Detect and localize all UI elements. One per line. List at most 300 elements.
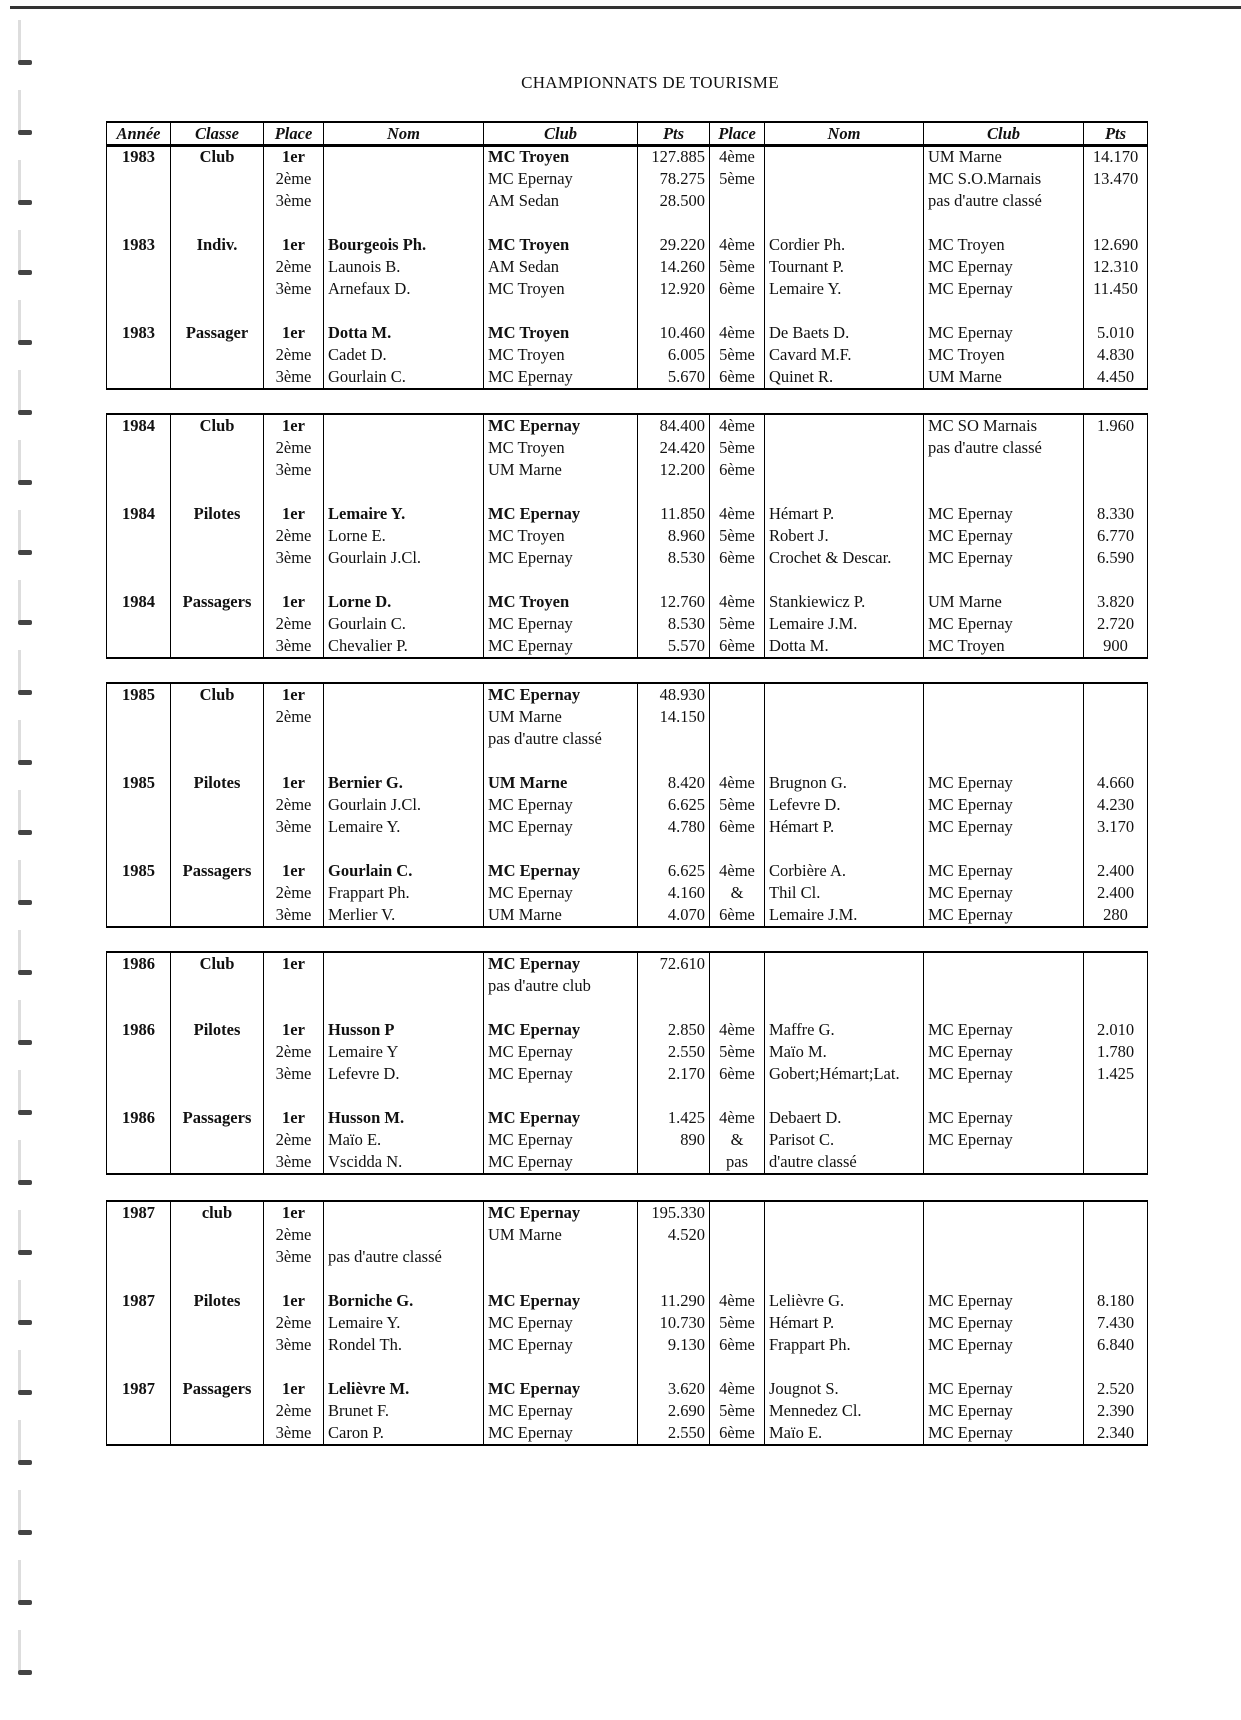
place-cell-2: 4ème xyxy=(710,1290,765,1312)
place-cell-2: 6ème xyxy=(710,904,765,927)
year-cell: 1987 xyxy=(107,1378,171,1400)
name-cell-2 xyxy=(765,569,924,591)
table-row xyxy=(107,706,1148,728)
club-cell: MC Epernay xyxy=(484,1041,638,1063)
club-cell xyxy=(484,300,638,322)
class-cell xyxy=(171,750,264,772)
table-row xyxy=(107,794,1148,816)
place-cell: 2ème xyxy=(264,525,324,547)
table-row xyxy=(107,278,1148,300)
points-cell: 890 xyxy=(638,1129,710,1151)
class-cell: Club xyxy=(171,145,264,168)
club-cell: MC Epernay xyxy=(484,414,638,437)
points-cell-2: 2.400 xyxy=(1084,882,1148,904)
year-cell: 1984 xyxy=(107,503,171,525)
class-cell xyxy=(171,1268,264,1290)
points-cell xyxy=(638,212,710,234)
place-cell: 1er xyxy=(264,322,324,344)
club-cell: MC Epernay xyxy=(484,1312,638,1334)
points-cell-2 xyxy=(1084,300,1148,322)
class-cell: Passager xyxy=(171,322,264,344)
table-row xyxy=(107,366,1148,389)
table-row xyxy=(107,904,1148,927)
points-cell-2 xyxy=(1084,838,1148,860)
place-cell: 1er xyxy=(264,591,324,613)
points-cell-2 xyxy=(1084,1356,1148,1378)
year-cell xyxy=(107,1356,171,1378)
club-cell xyxy=(484,1246,638,1268)
header-nom-2: Nom xyxy=(765,122,924,146)
place-cell: 3ème xyxy=(264,816,324,838)
place-cell-2 xyxy=(710,1085,765,1107)
points-cell-2 xyxy=(1084,1201,1148,1224)
points-cell-2 xyxy=(1084,459,1148,481)
points-cell: 6.005 xyxy=(638,344,710,366)
table-row xyxy=(107,569,1148,591)
header-row xyxy=(107,122,1148,146)
page-title: CHAMPIONNATS DE TOURISME xyxy=(521,73,779,92)
points-cell: 24.420 xyxy=(638,437,710,459)
name-cell: Lemaire Y. xyxy=(324,1312,484,1334)
place-cell-2 xyxy=(710,190,765,212)
club-cell-2: pas d'autre classé xyxy=(924,190,1084,212)
name-cell-2: Hémart P. xyxy=(765,1312,924,1334)
year-cell xyxy=(107,882,171,904)
club-cell: MC Troyen xyxy=(484,278,638,300)
name-cell xyxy=(324,1268,484,1290)
points-cell xyxy=(638,750,710,772)
points-cell xyxy=(638,300,710,322)
club-cell-2: MC Epernay xyxy=(924,1129,1084,1151)
class-cell: club xyxy=(171,1201,264,1224)
place-cell-2: 6ème xyxy=(710,1334,765,1356)
points-cell-2: 4.830 xyxy=(1084,344,1148,366)
points-cell: 6.625 xyxy=(638,860,710,882)
name-cell-2: Hémart P. xyxy=(765,816,924,838)
class-cell: Passagers xyxy=(171,1378,264,1400)
club-cell: UM Marne xyxy=(484,459,638,481)
results-block-3 xyxy=(106,682,1148,928)
club-cell-2: MC Epernay xyxy=(924,1019,1084,1041)
place-cell-2 xyxy=(710,683,765,706)
club-cell: MC Epernay xyxy=(484,1201,638,1224)
class-cell xyxy=(171,481,264,503)
class-cell xyxy=(171,1356,264,1378)
club-cell-2: MC Epernay xyxy=(924,1400,1084,1422)
name-cell-2: Lemaire J.M. xyxy=(765,904,924,927)
place-cell-2: 5ème xyxy=(710,344,765,366)
year-cell: 1983 xyxy=(107,145,171,168)
name-cell-2: Mennedez Cl. xyxy=(765,1400,924,1422)
points-cell: 10.460 xyxy=(638,322,710,344)
table-row xyxy=(107,437,1148,459)
points-cell-2: 2.400 xyxy=(1084,860,1148,882)
club-cell: MC Epernay xyxy=(484,168,638,190)
class-cell xyxy=(171,975,264,997)
name-cell: Borniche G. xyxy=(324,1290,484,1312)
points-cell-2: 900 xyxy=(1084,635,1148,658)
points-cell xyxy=(638,1356,710,1378)
points-cell: 78.275 xyxy=(638,168,710,190)
club-cell-2: MC Epernay xyxy=(924,1290,1084,1312)
club-cell: UM Marne xyxy=(484,1224,638,1246)
results-block-4 xyxy=(106,951,1148,1175)
points-cell-2: 2.520 xyxy=(1084,1378,1148,1400)
class-cell xyxy=(171,728,264,750)
header-annee: Année xyxy=(107,122,171,146)
club-cell: MC Epernay xyxy=(484,1334,638,1356)
table-row xyxy=(107,212,1148,234)
year-cell: 1986 xyxy=(107,1019,171,1041)
points-cell: 2.690 xyxy=(638,1400,710,1422)
year-cell xyxy=(107,344,171,366)
name-cell: Caron P. xyxy=(324,1422,484,1445)
place-cell-2: 6ème xyxy=(710,547,765,569)
name-cell: Chevalier P. xyxy=(324,635,484,658)
binder-holes xyxy=(16,0,36,1720)
club-cell-2: MC Epernay xyxy=(924,525,1084,547)
club-cell: MC Troyen xyxy=(484,437,638,459)
club-cell: pas d'autre club xyxy=(484,975,638,997)
points-cell-2 xyxy=(1084,683,1148,706)
year-cell: 1985 xyxy=(107,772,171,794)
points-cell xyxy=(638,1268,710,1290)
table-row xyxy=(107,503,1148,525)
name-cell-2 xyxy=(765,459,924,481)
year-cell xyxy=(107,569,171,591)
place-cell: 3ème xyxy=(264,547,324,569)
place-cell xyxy=(264,975,324,997)
place-cell xyxy=(264,997,324,1019)
binder-hole xyxy=(16,300,36,356)
points-cell-2: 12.310 xyxy=(1084,256,1148,278)
place-cell xyxy=(264,1356,324,1378)
year-cell xyxy=(107,190,171,212)
table-row xyxy=(107,300,1148,322)
name-cell: Brunet F. xyxy=(324,1400,484,1422)
year-cell xyxy=(107,613,171,635)
year-cell xyxy=(107,1041,171,1063)
points-cell-2 xyxy=(1084,1107,1148,1129)
points-cell-2: 7.430 xyxy=(1084,1312,1148,1334)
name-cell xyxy=(324,145,484,168)
table-row xyxy=(107,591,1148,613)
points-cell-2 xyxy=(1084,1085,1148,1107)
name-cell-2: Debaert D. xyxy=(765,1107,924,1129)
table-row xyxy=(107,728,1148,750)
year-cell xyxy=(107,1422,171,1445)
name-cell: Cadet D. xyxy=(324,344,484,366)
name-cell-2: Cordier Ph. xyxy=(765,234,924,256)
table-row xyxy=(107,613,1148,635)
class-cell: Passagers xyxy=(171,591,264,613)
place-cell-2: 6ème xyxy=(710,366,765,389)
binder-hole xyxy=(16,510,36,566)
points-cell: 84.400 xyxy=(638,414,710,437)
name-cell-2 xyxy=(765,1201,924,1224)
table-row xyxy=(107,322,1148,344)
points-cell-2: 1.960 xyxy=(1084,414,1148,437)
place-cell: 2ème xyxy=(264,1041,324,1063)
points-cell: 11.850 xyxy=(638,503,710,525)
points-cell: 28.500 xyxy=(638,190,710,212)
name-cell-2: Frappart Ph. xyxy=(765,1334,924,1356)
table-row xyxy=(107,525,1148,547)
points-cell: 4.070 xyxy=(638,904,710,927)
points-cell xyxy=(638,728,710,750)
class-cell xyxy=(171,882,264,904)
club-cell: MC Epernay xyxy=(484,794,638,816)
place-cell-2 xyxy=(710,952,765,975)
club-cell-2: MC Epernay xyxy=(924,256,1084,278)
table-row xyxy=(107,344,1148,366)
class-cell: Pilotes xyxy=(171,503,264,525)
place-cell: 1er xyxy=(264,1378,324,1400)
place-cell: 1er xyxy=(264,1107,324,1129)
place-cell xyxy=(264,728,324,750)
name-cell xyxy=(324,459,484,481)
name-cell-2 xyxy=(765,190,924,212)
points-cell-2: 2.390 xyxy=(1084,1400,1148,1422)
name-cell-2 xyxy=(765,1246,924,1268)
place-cell: 3ème xyxy=(264,635,324,658)
club-cell: MC Epernay xyxy=(484,1129,638,1151)
place-cell xyxy=(264,1268,324,1290)
club-cell: MC Epernay xyxy=(484,1290,638,1312)
club-cell-2: MC Epernay xyxy=(924,278,1084,300)
name-cell: Husson M. xyxy=(324,1107,484,1129)
name-cell-2: Lefevre D. xyxy=(765,794,924,816)
year-cell xyxy=(107,816,171,838)
name-cell: Lorne E. xyxy=(324,525,484,547)
points-cell xyxy=(638,1151,710,1174)
place-cell-2: 4ème xyxy=(710,591,765,613)
club-cell: MC Epernay xyxy=(484,952,638,975)
points-cell-2: 2.720 xyxy=(1084,613,1148,635)
name-cell-2: Quinet R. xyxy=(765,366,924,389)
year-cell xyxy=(107,168,171,190)
year-cell xyxy=(107,635,171,658)
name-cell: Rondel Th. xyxy=(324,1334,484,1356)
points-cell-2: 6.770 xyxy=(1084,525,1148,547)
place-cell: 1er xyxy=(264,952,324,975)
name-cell: Dotta M. xyxy=(324,322,484,344)
class-cell xyxy=(171,437,264,459)
points-cell-2: 3.170 xyxy=(1084,816,1148,838)
place-cell-2 xyxy=(710,997,765,1019)
table-row xyxy=(107,1085,1148,1107)
name-cell-2: Parisot C. xyxy=(765,1129,924,1151)
name-cell: Gourlain C. xyxy=(324,366,484,389)
year-cell xyxy=(107,547,171,569)
name-cell-2 xyxy=(765,683,924,706)
place-cell: 3ème xyxy=(264,1246,324,1268)
class-cell xyxy=(171,635,264,658)
points-cell: 6.625 xyxy=(638,794,710,816)
year-cell xyxy=(107,459,171,481)
year-cell xyxy=(107,706,171,728)
name-cell-2 xyxy=(765,952,924,975)
place-cell-2: 6ème xyxy=(710,278,765,300)
place-cell-2: 6ème xyxy=(710,459,765,481)
points-cell: 4.160 xyxy=(638,882,710,904)
name-cell: Bernier G. xyxy=(324,772,484,794)
class-cell xyxy=(171,816,264,838)
place-cell: 1er xyxy=(264,1201,324,1224)
points-cell-2: 8.330 xyxy=(1084,503,1148,525)
name-cell-2: Tournant P. xyxy=(765,256,924,278)
club-cell-2 xyxy=(924,1224,1084,1246)
name-cell xyxy=(324,952,484,975)
table-row xyxy=(107,1019,1148,1041)
place-cell-2: 6ème xyxy=(710,816,765,838)
club-cell-2: MC Troyen xyxy=(924,344,1084,366)
table-row xyxy=(107,1400,1148,1422)
name-cell-2: Dotta M. xyxy=(765,635,924,658)
class-cell xyxy=(171,1063,264,1085)
club-cell-2 xyxy=(924,300,1084,322)
binder-hole xyxy=(16,1000,36,1056)
points-cell xyxy=(638,997,710,1019)
name-cell-2 xyxy=(765,838,924,860)
name-cell-2 xyxy=(765,1224,924,1246)
place-cell-2: 5ème xyxy=(710,437,765,459)
points-cell: 3.620 xyxy=(638,1378,710,1400)
points-cell: 127.885 xyxy=(638,145,710,168)
table-row xyxy=(107,816,1148,838)
club-cell: UM Marne xyxy=(484,904,638,927)
points-cell: 2.550 xyxy=(638,1041,710,1063)
binder-hole xyxy=(16,370,36,426)
club-cell: MC Epernay xyxy=(484,1107,638,1129)
place-cell: 1er xyxy=(264,234,324,256)
points-cell-2 xyxy=(1084,190,1148,212)
class-cell xyxy=(171,1041,264,1063)
binder-hole xyxy=(16,1280,36,1336)
club-cell: MC Troyen xyxy=(484,525,638,547)
class-cell xyxy=(171,1312,264,1334)
place-cell: 2ème xyxy=(264,256,324,278)
points-cell-2: 1.780 xyxy=(1084,1041,1148,1063)
place-cell: 1er xyxy=(264,414,324,437)
club-cell-2: UM Marne xyxy=(924,366,1084,389)
points-cell xyxy=(638,975,710,997)
name-cell-2: De Baets D. xyxy=(765,322,924,344)
club-cell: MC Epernay xyxy=(484,366,638,389)
name-cell: Launois B. xyxy=(324,256,484,278)
club-cell xyxy=(484,997,638,1019)
place-cell-2 xyxy=(710,300,765,322)
year-cell xyxy=(107,1400,171,1422)
name-cell xyxy=(324,168,484,190)
name-cell xyxy=(324,190,484,212)
year-cell xyxy=(107,1246,171,1268)
place-cell: 2ème xyxy=(264,1224,324,1246)
class-cell xyxy=(171,794,264,816)
place-cell: 2ème xyxy=(264,1312,324,1334)
header-place-2: Place xyxy=(710,122,765,146)
club-cell-2: MC SO Marnais xyxy=(924,414,1084,437)
name-cell-2: Maïo M. xyxy=(765,1041,924,1063)
binder-hole xyxy=(16,1560,36,1616)
points-cell: 12.920 xyxy=(638,278,710,300)
class-cell xyxy=(171,344,264,366)
table-row xyxy=(107,1129,1148,1151)
class-cell: Indiv. xyxy=(171,234,264,256)
name-cell xyxy=(324,997,484,1019)
name-cell-2 xyxy=(765,750,924,772)
results-block-5 xyxy=(106,1200,1148,1446)
club-cell-2: MC Epernay xyxy=(924,1378,1084,1400)
name-cell-2: Corbière A. xyxy=(765,860,924,882)
table-row xyxy=(107,1290,1148,1312)
class-cell xyxy=(171,300,264,322)
points-cell: 2.170 xyxy=(638,1063,710,1085)
year-cell xyxy=(107,525,171,547)
place-cell: 1er xyxy=(264,772,324,794)
name-cell xyxy=(324,1224,484,1246)
club-cell: MC Epernay xyxy=(484,816,638,838)
year-cell xyxy=(107,750,171,772)
place-cell-2 xyxy=(710,838,765,860)
place-cell: 3ème xyxy=(264,1422,324,1445)
points-cell-2: 1.425 xyxy=(1084,1063,1148,1085)
club-cell xyxy=(484,569,638,591)
table-row xyxy=(107,1356,1148,1378)
club-cell: MC Troyen xyxy=(484,591,638,613)
club-cell-2: MC Epernay xyxy=(924,1107,1084,1129)
name-cell-2: Stankiewicz P. xyxy=(765,591,924,613)
name-cell-2: d'autre classé xyxy=(765,1151,924,1174)
club-cell: MC Epernay xyxy=(484,1063,638,1085)
club-cell: MC Epernay xyxy=(484,1400,638,1422)
name-cell xyxy=(324,437,484,459)
points-cell-2 xyxy=(1084,1129,1148,1151)
table-row xyxy=(107,459,1148,481)
table-row xyxy=(107,1312,1148,1334)
binder-hole xyxy=(16,20,36,76)
binder-hole xyxy=(16,90,36,146)
name-cell: Maïo E. xyxy=(324,1129,484,1151)
club-cell-2 xyxy=(924,975,1084,997)
club-cell-2: MC S.O.Marnais xyxy=(924,168,1084,190)
year-cell xyxy=(107,1151,171,1174)
year-cell: 1986 xyxy=(107,952,171,975)
year-cell xyxy=(107,481,171,503)
name-cell xyxy=(324,569,484,591)
club-cell-2: MC Epernay xyxy=(924,816,1084,838)
name-cell: Husson P xyxy=(324,1019,484,1041)
name-cell xyxy=(324,1085,484,1107)
club-cell: UM Marne xyxy=(484,706,638,728)
points-cell: 1.425 xyxy=(638,1107,710,1129)
class-cell: Passagers xyxy=(171,1107,264,1129)
place-cell-2 xyxy=(710,706,765,728)
name-cell-2: Hémart P. xyxy=(765,503,924,525)
club-cell: MC Epernay xyxy=(484,860,638,882)
points-cell: 8.960 xyxy=(638,525,710,547)
points-cell: 5.570 xyxy=(638,635,710,658)
club-cell-2 xyxy=(924,838,1084,860)
points-cell: 14.150 xyxy=(638,706,710,728)
club-cell: MC Epernay xyxy=(484,1378,638,1400)
club-cell-2: MC Epernay xyxy=(924,547,1084,569)
name-cell-2 xyxy=(765,481,924,503)
club-cell: pas d'autre classé xyxy=(484,728,638,750)
place-cell-2: 5ème xyxy=(710,613,765,635)
club-cell-2: MC Epernay xyxy=(924,860,1084,882)
table-row xyxy=(107,234,1148,256)
